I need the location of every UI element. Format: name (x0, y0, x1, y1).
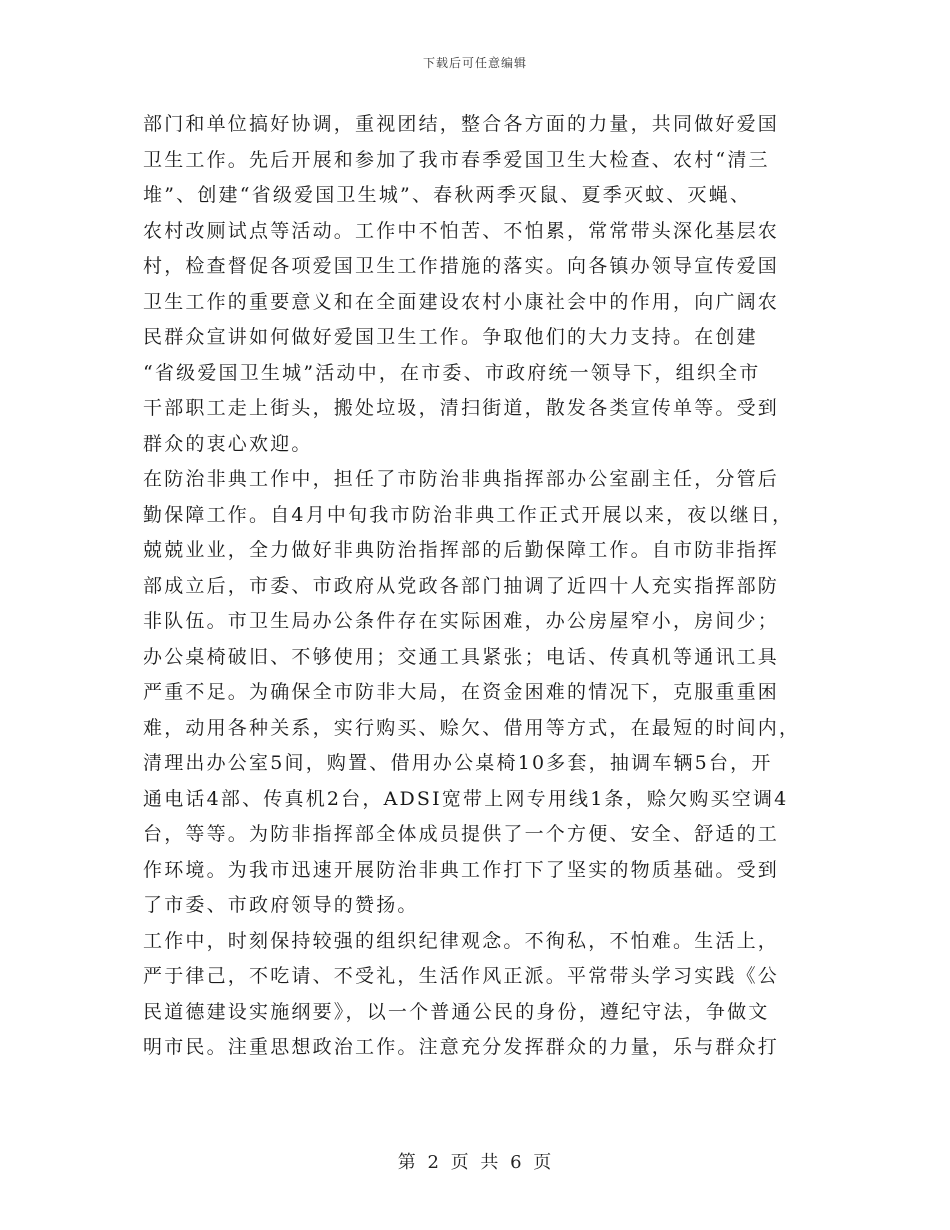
paragraph-1 (143, 107, 809, 462)
text-line: 部门和单位搞好协调，重视团结，整合各方面的力量，共同做好爱国 (143, 113, 780, 135)
text-line: 干部职工走上街头，搬处垃圾，清扫街道，散发各类宣传单等。受到 (143, 397, 780, 419)
document-body (143, 107, 809, 1066)
text-line: 农村改厕试点等活动。工作中不怕苦、不怕累，常常带头深化基层农 (143, 219, 780, 242)
text-line: 卫生工作的重要意义和在全面建设农村小康社会中的作用，向广阔农 (143, 290, 780, 313)
text-line: 民群众宣讲如何做好爱国卫生工作。争取他们的大力支持。在创建 (143, 326, 758, 348)
text-line: 村，检查督促各项爱国卫生工作措施的落实。向各镇办领导宣传爱国 (143, 255, 780, 277)
text-line: 兢兢业业，全力做好非典防治指挥部的后勤保障工作。自市防非指挥 (143, 539, 780, 561)
text-line: 勤保障工作。自4月中旬我市防治非典工作正式开展以来，夜以继日， (143, 503, 794, 526)
text-line: 非队伍。市卫生局办公条件存在实际困难，办公房屋窄小，房间少； (143, 610, 780, 632)
text-line: 部成立后，市委、市政府从党政各部门抽调了近四十人充实指挥部防 (143, 574, 780, 597)
text-line: 工作中，时刻保持较强的组织纪律观念。不徇私，不怕难。生活上， (143, 929, 780, 952)
text-line: 民道德建设实施纲要》，以一个普通公民的身份，遵纪守法，争做文 (143, 1000, 770, 1023)
page-number: 第 2 页 共 6 页 (397, 1152, 553, 1173)
text-line: 台，等等。为防非指挥部全体成员提供了一个方便、安全、舒适的工 (143, 823, 780, 845)
text-line: 清理出办公室5间，购置、借用办公桌椅10多套，抽调车辆5台，开 (143, 752, 773, 774)
paragraph-2 (143, 462, 809, 924)
text-line: 办公桌椅破旧、不够使用；交通工具紧张；电话、传真机等通讯工具 (143, 645, 780, 668)
text-line: 作环境。为我市迅速开展防治非典工作打下了坚实的物质基础。受到 (143, 858, 780, 881)
text-line: 群众的衷心欢迎。 (143, 432, 313, 455)
text-line: 堆”、创建“省级爱国卫生城”、春秋两季灭鼠、夏季灭蚊、灭蝇、 (143, 184, 752, 206)
text-line: “省级爱国卫生城”活动中，在市委、市政府统一领导下，组织全市 (143, 361, 761, 384)
text-line: 卫生工作。先后开展和参加了我市春季爱国卫生大检查、农村“清三 (143, 148, 770, 171)
text-line: 在防治非典工作中，担任了市防治非典指挥部办公室副主任，分管后 (143, 468, 780, 490)
text-line: 通电话4部、传真机2台，ADSI宽带上网专用线1条，赊欠购买空调4 (143, 787, 789, 810)
text-line: 了市委、市政府领导的赞扬。 (143, 894, 419, 916)
text-line: 严于律己，不吃请、不受礼，生活作风正派。平常带头学习实践《公 (143, 965, 780, 987)
page-header: 下载后可任意编辑 (422, 56, 527, 70)
text-line: 明市民。注重思想政治工作。注意充分发挥群众的力量，乐与群众打 (143, 1036, 780, 1058)
text-line: 严重不足。为确保全市防非大局，在资金困难的情况下，克服重重困 (143, 681, 780, 703)
text-line: 难，动用各种关系，实行购买、赊欠、借用等方式，在最短的时间内， (143, 716, 801, 739)
paragraph-3 (143, 924, 809, 1066)
